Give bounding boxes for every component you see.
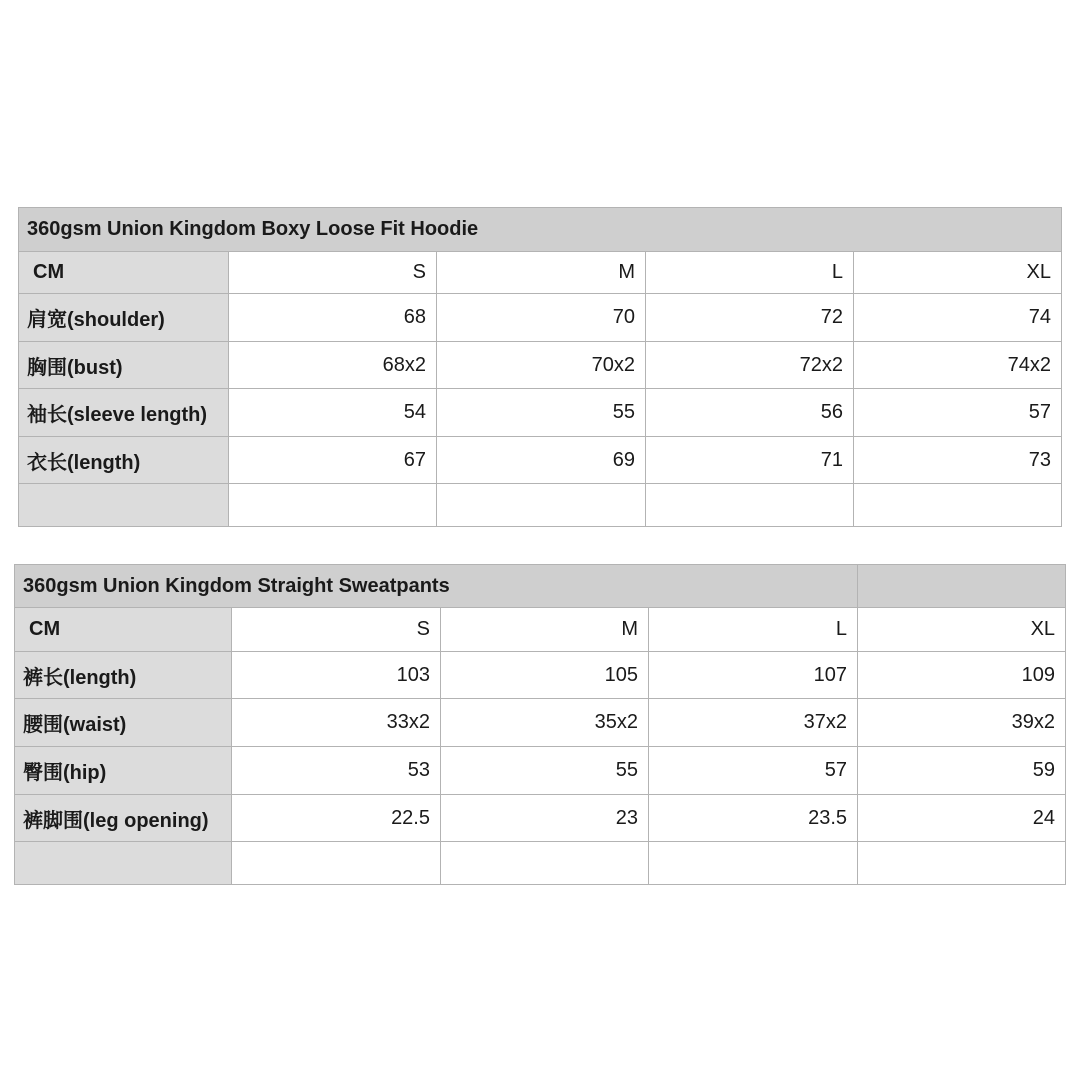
table-row — [15, 747, 1066, 795]
unit-header: CM — [19, 252, 229, 294]
size-header-m: M — [441, 608, 649, 652]
table-cell-empty — [232, 842, 441, 885]
table-row — [19, 389, 1062, 437]
table-cell: 37x2 — [649, 699, 858, 747]
size-header-l: L — [646, 252, 854, 294]
table-row — [15, 699, 1066, 747]
row-label-empty — [15, 842, 232, 885]
sweatpants-table-title: 360gsm Union Kingdom Straight Sweatpants — [15, 565, 858, 608]
table-cell: 67 — [229, 437, 437, 484]
row-label: 胸围(bust) — [19, 342, 229, 389]
table-cell: 68 — [229, 294, 437, 342]
table-row — [19, 342, 1062, 389]
table-cell: 35x2 — [441, 699, 649, 747]
size-header-s: S — [229, 252, 437, 294]
table-cell: 72 — [646, 294, 854, 342]
table-cell-empty — [854, 484, 1062, 527]
table-cell: 24 — [858, 795, 1066, 842]
table-cell-empty — [646, 484, 854, 527]
table-row-empty — [15, 842, 1066, 885]
table-row — [15, 652, 1066, 699]
table-cell: 59 — [858, 747, 1066, 795]
table-cell: 68x2 — [229, 342, 437, 389]
unit-header: CM — [15, 608, 232, 652]
size-header-s: S — [232, 608, 441, 652]
table-cell: 57 — [854, 389, 1062, 437]
table-row — [19, 294, 1062, 342]
table-cell: 74x2 — [854, 342, 1062, 389]
size-header-xl: XL — [858, 608, 1066, 652]
table-cell: 109 — [858, 652, 1066, 699]
table-cell-empty — [441, 842, 649, 885]
table-cell: 23.5 — [649, 795, 858, 842]
table-cell: 71 — [646, 437, 854, 484]
row-label-empty — [19, 484, 229, 527]
table-title-row — [19, 208, 1062, 252]
table-cell: 55 — [441, 747, 649, 795]
row-label: 臀围(hip) — [15, 747, 232, 795]
row-label: 肩宽(shoulder) — [19, 294, 229, 342]
table-cell: 54 — [229, 389, 437, 437]
table-cell-empty — [649, 842, 858, 885]
table-cell: 73 — [854, 437, 1062, 484]
sweatpants-size-table — [14, 564, 1066, 885]
table-cell: 107 — [649, 652, 858, 699]
table-cell: 72x2 — [646, 342, 854, 389]
size-header-xl: XL — [854, 252, 1062, 294]
table-cell: 22.5 — [232, 795, 441, 842]
table-cell-empty — [858, 842, 1066, 885]
size-header-l: L — [649, 608, 858, 652]
table-cell-empty — [437, 484, 646, 527]
row-label: 裤长(length) — [15, 652, 232, 699]
table-cell: 70 — [437, 294, 646, 342]
hoodie-table-title: 360gsm Union Kingdom Boxy Loose Fit Hoodie — [19, 208, 1062, 252]
title-row-filler — [858, 565, 1066, 608]
row-label: 袖长(sleeve length) — [19, 389, 229, 437]
hoodie-size-table — [18, 207, 1062, 527]
table-row — [15, 795, 1066, 842]
table-cell: 33x2 — [232, 699, 441, 747]
table-header-row — [15, 608, 1066, 652]
table-cell: 56 — [646, 389, 854, 437]
table-cell: 39x2 — [858, 699, 1066, 747]
table-row — [19, 437, 1062, 484]
size-header-m: M — [437, 252, 646, 294]
table-cell: 23 — [441, 795, 649, 842]
table-row-empty — [19, 484, 1062, 527]
table-cell: 55 — [437, 389, 646, 437]
table-title-row — [15, 565, 1066, 608]
table-cell: 53 — [232, 747, 441, 795]
table-cell: 69 — [437, 437, 646, 484]
table-cell: 74 — [854, 294, 1062, 342]
row-label: 裤脚围(leg opening) — [15, 795, 232, 842]
row-label: 衣长(length) — [19, 437, 229, 484]
table-cell: 70x2 — [437, 342, 646, 389]
table-header-row — [19, 252, 1062, 294]
table-cell: 57 — [649, 747, 858, 795]
row-label: 腰围(waist) — [15, 699, 232, 747]
table-cell: 105 — [441, 652, 649, 699]
table-cell: 103 — [232, 652, 441, 699]
table-cell-empty — [229, 484, 437, 527]
